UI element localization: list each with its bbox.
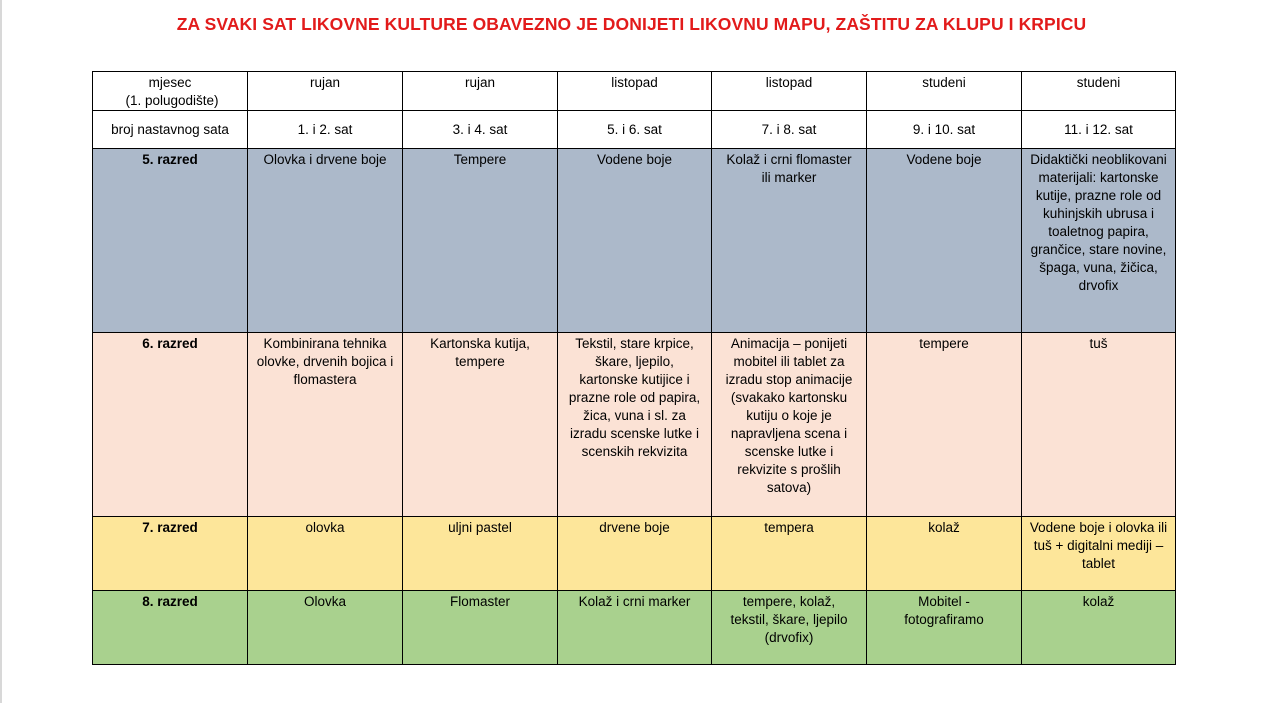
material-cell: olovka [248,517,403,591]
material-cell: kolaž [867,517,1022,591]
lesson-cell: 1. i 2. sat [248,111,403,149]
material-cell: tuš [1022,333,1176,517]
material-cell: tempera [712,517,867,591]
month-cell: studeni [1022,72,1176,111]
material-cell: Tekstil, stare krpice, škare, ljepilo, kartonske kutijice i prazne role od papira, žica, vuna i sl. za izradu scenske lutke i scenskih rekvizita [558,333,712,517]
lesson-cell: 3. i 4. sat [403,111,558,149]
material-cell: Vodene boje [558,149,712,333]
month-label: mjesec [148,75,192,90]
schedule-table [92,71,1176,665]
grade-label: 7. razred [93,517,248,591]
material-cell: Tempere [403,149,558,333]
month-cell: studeni [867,72,1022,111]
material-cell: Kombinirana tehnika olovke, drvenih bojica i flomastera [248,333,403,517]
grade-row-7 [93,517,1176,591]
page-title: ZA SVAKI SAT LIKOVNE KULTURE OBAVEZNO JE DONIJETI LIKOVNU MAPU, ZAŠTITU ZA KLUPU I KRPICU [176,14,1087,34]
material-cell: Animacija – ponijeti mobitel ili tablet za izradu stop animacije (svakako kartonsku kutiju o koje je napravljena scena i scenske lutke i rekvizite s prošlih satova) [712,333,867,517]
lesson-cell: 5. i 6. sat [558,111,712,149]
grade-label: 6. razred [93,333,248,517]
material-cell: Vodene boje [867,149,1022,333]
grade-row-5 [93,149,1176,333]
month-header-cell [93,72,248,111]
material-cell: kolaž [1022,591,1176,665]
material-cell: Flomaster [403,591,558,665]
material-cell: Vodene boje i olovka ili tuš + digitalni mediji – tablet [1022,517,1176,591]
grade-row-6 [93,333,1176,517]
material-cell: Didaktički neoblikovani materijali: kartonske kutije, prazne role od kuhinjskih ubrusa i toaletnog papira, grančice, stare novine, špaga, vuna, žičica, drvofix [1022,149,1176,333]
lesson-header-cell: broj nastavnog sata [93,111,248,149]
month-cell: listopad [712,72,867,111]
material-cell: Mobitel - fotografiramo [867,591,1022,665]
material-cell: Kolaž i crni flomaster ili marker [712,149,867,333]
lesson-cell: 7. i 8. sat [712,111,867,149]
grade-label: 5. razred [93,149,248,333]
lesson-row [93,111,1176,149]
semester-label: (1. polugodište) [125,93,219,108]
month-cell: rujan [403,72,558,111]
material-cell: Olovka [248,591,403,665]
material-cell: Kartonska kutija, tempere [403,333,558,517]
month-row [93,72,1176,111]
month-cell: listopad [558,72,712,111]
lesson-cell: 9. i 10. sat [867,111,1022,149]
material-cell: Olovka i drvene boje [248,149,403,333]
material-cell: tempere, kolaž, tekstil, škare, ljepilo (drvofix) [712,591,867,665]
grade-label: 8. razred [93,591,248,665]
material-cell: uljni pastel [403,517,558,591]
month-cell: rujan [248,72,403,111]
material-cell: Kolaž i crni marker [558,591,712,665]
grade-row-8 [93,591,1176,665]
material-cell: drvene boje [558,517,712,591]
page-left-edge [0,0,2,703]
lesson-cell: 11. i 12. sat [1022,111,1176,149]
material-cell: tempere [867,333,1022,517]
